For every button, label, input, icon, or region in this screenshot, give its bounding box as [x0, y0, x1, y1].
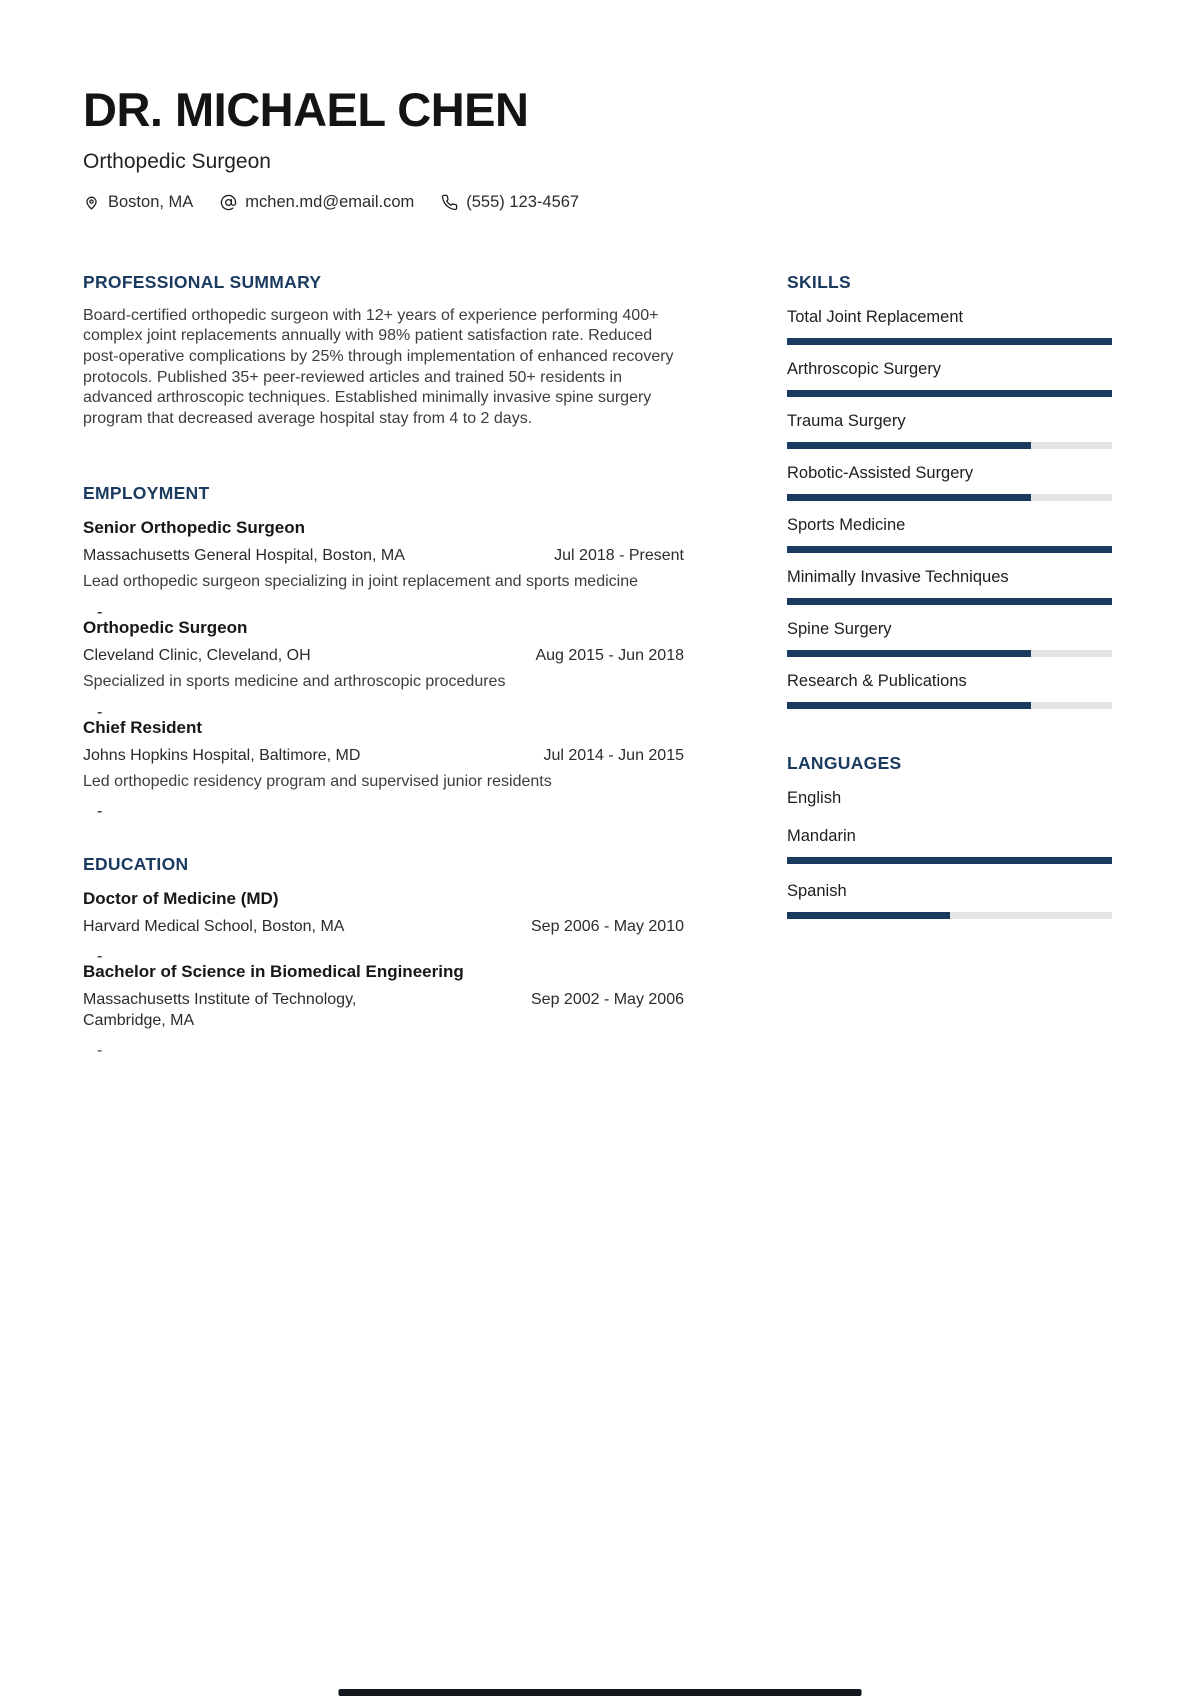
skill-bar-fill	[787, 598, 1112, 605]
language-bar-fill	[787, 857, 1112, 864]
employment-heading: EMPLOYMENT	[83, 483, 210, 504]
main-column	[83, 272, 684, 1041]
content-columns	[83, 272, 1112, 1041]
skill-item	[787, 306, 1112, 345]
language-bar-track	[787, 857, 1112, 864]
degree-list	[83, 888, 684, 1031]
job-company: Cleveland Clinic, Cleveland, OH	[83, 647, 311, 665]
at-sign-icon	[220, 194, 237, 211]
skill-bar-fill	[787, 702, 1031, 709]
school-name: Harvard Medical School, Boston, MA	[83, 918, 345, 936]
skill-bar-track	[787, 702, 1112, 709]
skill-bar-track	[787, 338, 1112, 345]
skills-heading: SKILLS	[787, 271, 852, 292]
skill-item	[787, 514, 1112, 553]
skill-item	[787, 462, 1112, 501]
summary-heading: PROFESSIONAL SUMMARY	[83, 271, 322, 292]
skill-item	[787, 566, 1112, 605]
job-entry-title: Chief Resident	[83, 717, 203, 737]
contact-email-text: mchen.md@email.com	[245, 192, 415, 211]
skill-bar-fill	[787, 650, 1031, 657]
education-section	[83, 854, 684, 1031]
skill-bar-track	[787, 650, 1112, 657]
job-date-range: Jul 2018 - Present	[554, 547, 684, 565]
skill-label: Research & Publications	[787, 671, 967, 690]
page-handle-bar	[339, 1689, 862, 1696]
contact-location	[83, 193, 193, 212]
skill-label: Arthroscopic Surgery	[787, 359, 942, 378]
language-label: Mandarin	[787, 826, 856, 845]
skill-bar-fill	[787, 494, 1031, 501]
contact-location-text: Boston, MA	[108, 192, 194, 211]
job-entry	[83, 517, 684, 593]
skill-label: Total Joint Replacement	[787, 307, 964, 326]
school-line	[83, 989, 684, 1031]
job-role-summary: Led orthopedic residency program and supervised junior residents	[83, 772, 552, 790]
skill-bar-fill	[787, 390, 1112, 397]
employment-section	[83, 483, 684, 792]
job-date-range: Aug 2015 - Jun 2018	[535, 647, 684, 665]
summary-text: Board-certified orthopedic surgeon with 12+ years of experience performing 400+ complex joint replacements annually with 98% patient satisfaction rate. Reduced post-operative complications by 25% through implementation of enhanced recovery protocols. Published 35+ peer-reviewed articles and trained 50+ residents in advanced arthroscopic techniques. Established minimally invasive spine surgery program that decreased average hospital stay from 4 to 2 days.	[83, 306, 674, 427]
job-company: Massachusetts General Hospital, Boston, MA	[83, 547, 405, 565]
language-label: English	[787, 788, 842, 807]
skills-list	[787, 306, 1112, 709]
language-item	[787, 787, 1112, 809]
job-date-range: Jul 2014 - Jun 2015	[543, 746, 684, 764]
languages-section	[787, 753, 1112, 919]
education-date-range: Sep 2006 - May 2010	[531, 918, 684, 936]
language-bar-track	[787, 912, 1112, 919]
skill-bar-track	[787, 546, 1112, 553]
skill-label: Sports Medicine	[787, 515, 906, 534]
contact-phone-text: (555) 123-4567	[466, 192, 580, 211]
education-entry	[83, 961, 684, 1031]
skill-label: Spine Surgery	[787, 619, 892, 638]
skill-bar-track	[787, 494, 1112, 501]
skill-bar-track	[787, 390, 1112, 397]
job-entry	[83, 617, 684, 693]
school-name: Massachusetts Institute of Technology, Cambridge, MA	[83, 991, 357, 1030]
job-company: Johns Hopkins Hospital, Baltimore, MD	[83, 746, 361, 764]
job-list	[83, 517, 684, 792]
language-bar-fill	[787, 912, 950, 919]
language-label: Spanish	[787, 881, 847, 900]
education-heading: EDUCATION	[83, 854, 189, 875]
skill-bar-track	[787, 598, 1112, 605]
side-column	[787, 272, 1112, 1041]
education-date-range: Sep 2002 - May 2006	[531, 991, 684, 1009]
job-entry-title: Senior Orthopedic Surgeon	[83, 518, 305, 538]
skill-item	[787, 358, 1112, 397]
skill-bar-track	[787, 442, 1112, 449]
skill-bar-fill	[787, 338, 1112, 345]
job-company-line	[83, 545, 684, 566]
language-item	[787, 825, 1112, 864]
skill-item	[787, 618, 1112, 657]
skill-label: Minimally Invasive Techniques	[787, 567, 1009, 586]
skill-label: Robotic-Assisted Surgery	[787, 463, 974, 482]
job-entry	[83, 717, 684, 793]
job-company-line	[83, 645, 684, 666]
school-line	[83, 916, 684, 937]
skill-item	[787, 410, 1112, 449]
contact-row	[83, 193, 1112, 212]
degree-title: Doctor of Medicine (MD)	[83, 889, 279, 909]
resume-header	[83, 83, 1112, 212]
skill-label: Trauma Surgery	[787, 411, 906, 430]
contact-phone	[441, 193, 579, 212]
skill-bar-fill	[787, 546, 1112, 553]
skill-item	[787, 670, 1112, 709]
languages-list	[787, 787, 1112, 919]
degree-title: Bachelor of Science in Biomedical Engineering	[83, 962, 464, 982]
contact-email	[220, 193, 414, 212]
job-entry-title: Orthopedic Surgeon	[83, 618, 248, 638]
phone-icon	[441, 194, 458, 211]
education-entry	[83, 888, 684, 937]
languages-heading: LANGUAGES	[787, 752, 902, 773]
skills-section	[787, 272, 1112, 709]
location-pin-icon	[83, 194, 100, 211]
job-title-subtitle: Orthopedic Surgeon	[83, 149, 271, 173]
job-company-line	[83, 745, 684, 766]
page-title: DR. MICHAEL CHEN	[83, 83, 529, 136]
summary-section	[83, 272, 684, 430]
job-role-summary: Lead orthopedic surgeon specializing in joint replacement and sports medicine	[83, 573, 638, 591]
language-item	[787, 880, 1112, 919]
skill-bar-fill	[787, 442, 1031, 449]
job-role-summary: Specialized in sports medicine and arthroscopic procedures	[83, 673, 506, 691]
